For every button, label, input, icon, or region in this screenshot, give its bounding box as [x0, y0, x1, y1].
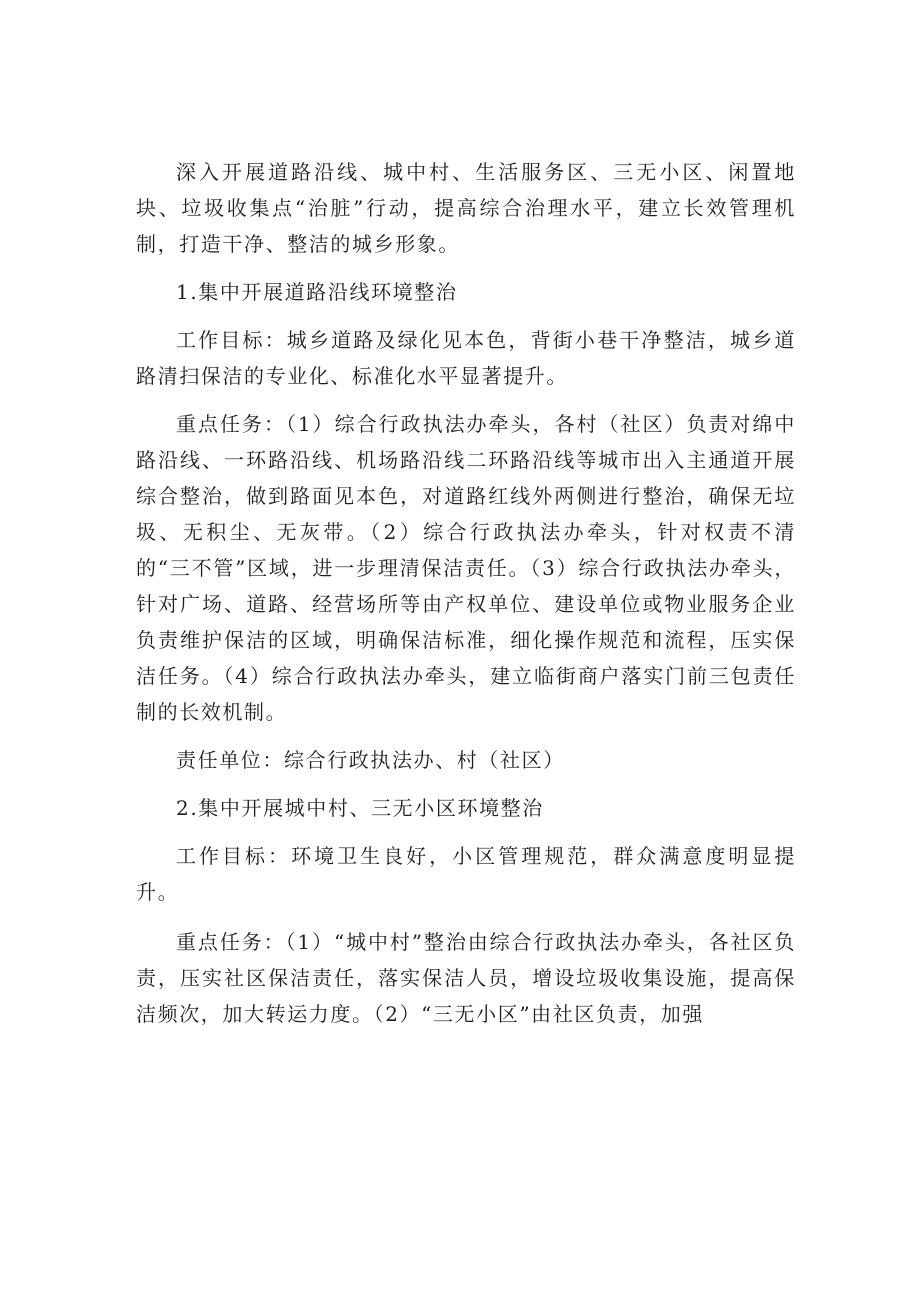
section-heading-2: 2.集中开展城中村、三无小区环境整治 — [176, 796, 544, 820]
document-body — [136, 154, 796, 1032]
paragraph-tasks-1: 重点任务：（1）综合行政执法办牵头，各村（社区）负责对绵中路沿线、一环路沿线、机场路沿线二环路沿线等城市出入主通道开展综合整治，做到路面见本色，对道路红线外两侧进行整治，确保无垃圾、无积尘、无灰带。（2）综合行政执法办牵头，针对权责不清的“三不管”区域，进一步理清保洁责任。（3）综合行政执法办牵头，针对广场、道路、经营场所等由产权单位、建设单位或物业服务企业负责维护保洁的区域，明确保洁标准，细化操作规范和流程，压实保洁任务。（4）综合行政执法办牵头，建立临街商户落实门前三包责任制的长效机制。 — [136, 412, 796, 724]
paragraph-tasks-2: 重点任务：（1）“城中村”整治由综合行政执法办牵头，各社区负责，压实社区保洁责任，落实保洁人员，增设垃圾收集设施，提高保洁频次，加大转运力度。（2）“三无小区”由社区负责，加强 — [136, 930, 796, 1026]
paragraph-responsible-1: 责任单位：综合行政执法办、村（社区） — [176, 748, 565, 772]
section-heading-1: 1.集中开展道路沿线环境整治 — [176, 280, 458, 304]
paragraph-intro: 深入开展道路沿线、城中村、生活服务区、三无小区、闲置地块、垃圾收集点“治脏”行动，提高综合治理水平，建立长效管理机制，打造干净、整洁的城乡形象。 — [136, 160, 796, 256]
paragraph-goal-2: 工作目标：环境卫生良好，小区管理规范，群众满意度明显提升。 — [136, 844, 796, 904]
paragraph-goal-1: 工作目标：城乡道路及绿化见本色，背街小巷干净整洁，城乡道路清扫保洁的专业化、标准化水平显著提升。 — [136, 328, 796, 388]
